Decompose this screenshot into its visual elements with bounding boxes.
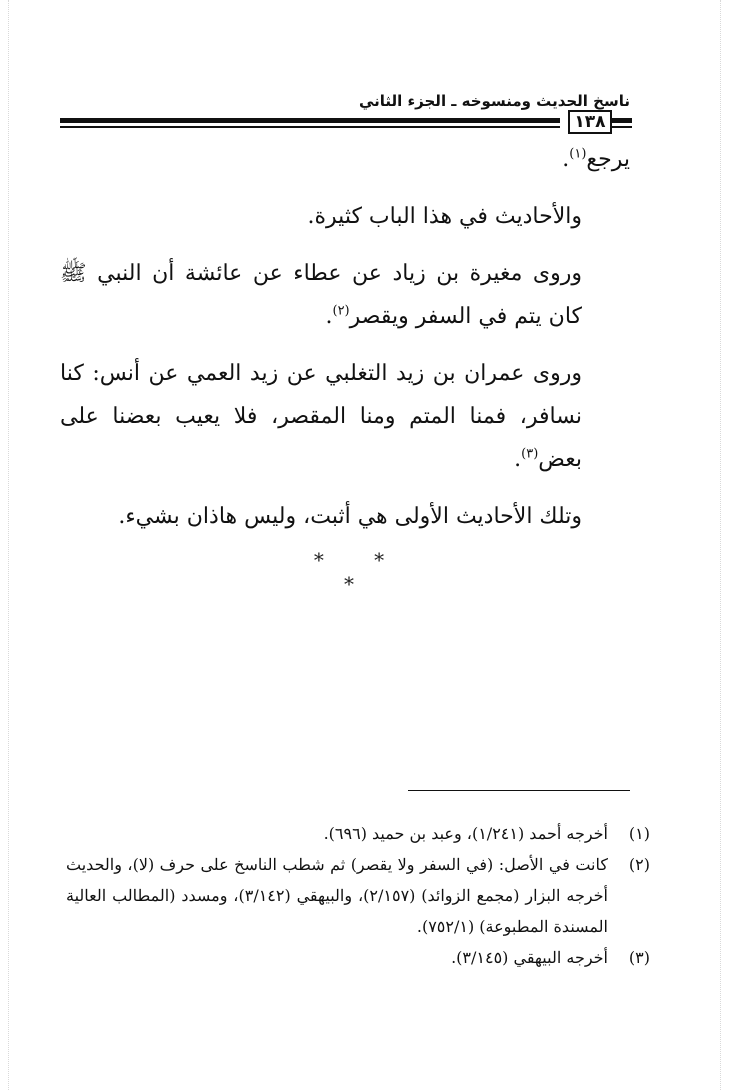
scan-guide-right [720, 0, 721, 1090]
section-separator: * * * [313, 548, 407, 596]
footnote-number: (٣) [628, 948, 650, 967]
footnote-number: (٢) [628, 855, 650, 874]
header-rule-right-thin [612, 126, 632, 128]
footnote-divider [408, 790, 630, 791]
header-rule-right [612, 118, 632, 123]
paragraph-2: والأحاديث في هذا الباب كثيرة. [307, 204, 582, 229]
paragraph-3 [60, 252, 630, 338]
paragraph-1-text: يرجع [586, 147, 630, 172]
paragraph-4 [60, 352, 630, 481]
paragraph-4-end: . [514, 447, 522, 472]
paragraph-3-text: وروى مغيرة بن زياد عن عطاء عن عائشة أن النبي ﷺ كان يتم في السفر ويقصر [60, 261, 582, 329]
footnote-ref-2: (٢) [332, 303, 350, 319]
header-rule-thick [60, 118, 560, 123]
footnote-number: (١) [628, 824, 650, 843]
footnote-1 [66, 818, 650, 849]
footnote-ref-3: (٣) [521, 446, 539, 462]
main-text [60, 138, 630, 538]
footnotes [66, 818, 650, 973]
footnote-ref-1: (١) [569, 146, 587, 162]
footnote-text: أخرجه أحمد (١/٢٤١)، وعبد بن حميد (٦٩٦). [323, 824, 608, 843]
paragraph-1 [60, 138, 630, 181]
page-number: ١٣٨ [568, 110, 612, 134]
paragraph-4-text: وروى عمران بن زيد التغلبي عن زيد العمي عن أنس: كنا نسافر، فمنا المتم ومنا المقصر، فلا يعيب بعضنا على بعض [60, 361, 582, 472]
header-rule-thin [60, 126, 560, 128]
paragraph-1-end: . [562, 147, 570, 172]
scan-guide-left [8, 0, 9, 1090]
footnote-3 [66, 942, 650, 973]
paragraph-5: وتلك الأحاديث الأولى هي أثبت، وليس هاذان بشيء. [118, 504, 582, 529]
footnote-2 [66, 849, 650, 942]
footnote-text: أخرجه البيهقي (٣/١٤٥). [451, 948, 608, 967]
paragraph-3-end: . [325, 304, 333, 329]
running-title: ناسخ الحديث ومنسوخه ـ الجزء الثاني [358, 92, 630, 110]
footnote-text: كانت في الأصل: (في السفر ولا يقصر) ثم شطب الناسخ على حرف (لا)، والحديث أخرجه البزار (مجمع الزوائد) (٢/١٥٧)، والبيهقي (٣/١٤٢)، ومسدد (المطالب العالية المسندة المطبوعة) (٧٥٢/١). [66, 855, 608, 936]
